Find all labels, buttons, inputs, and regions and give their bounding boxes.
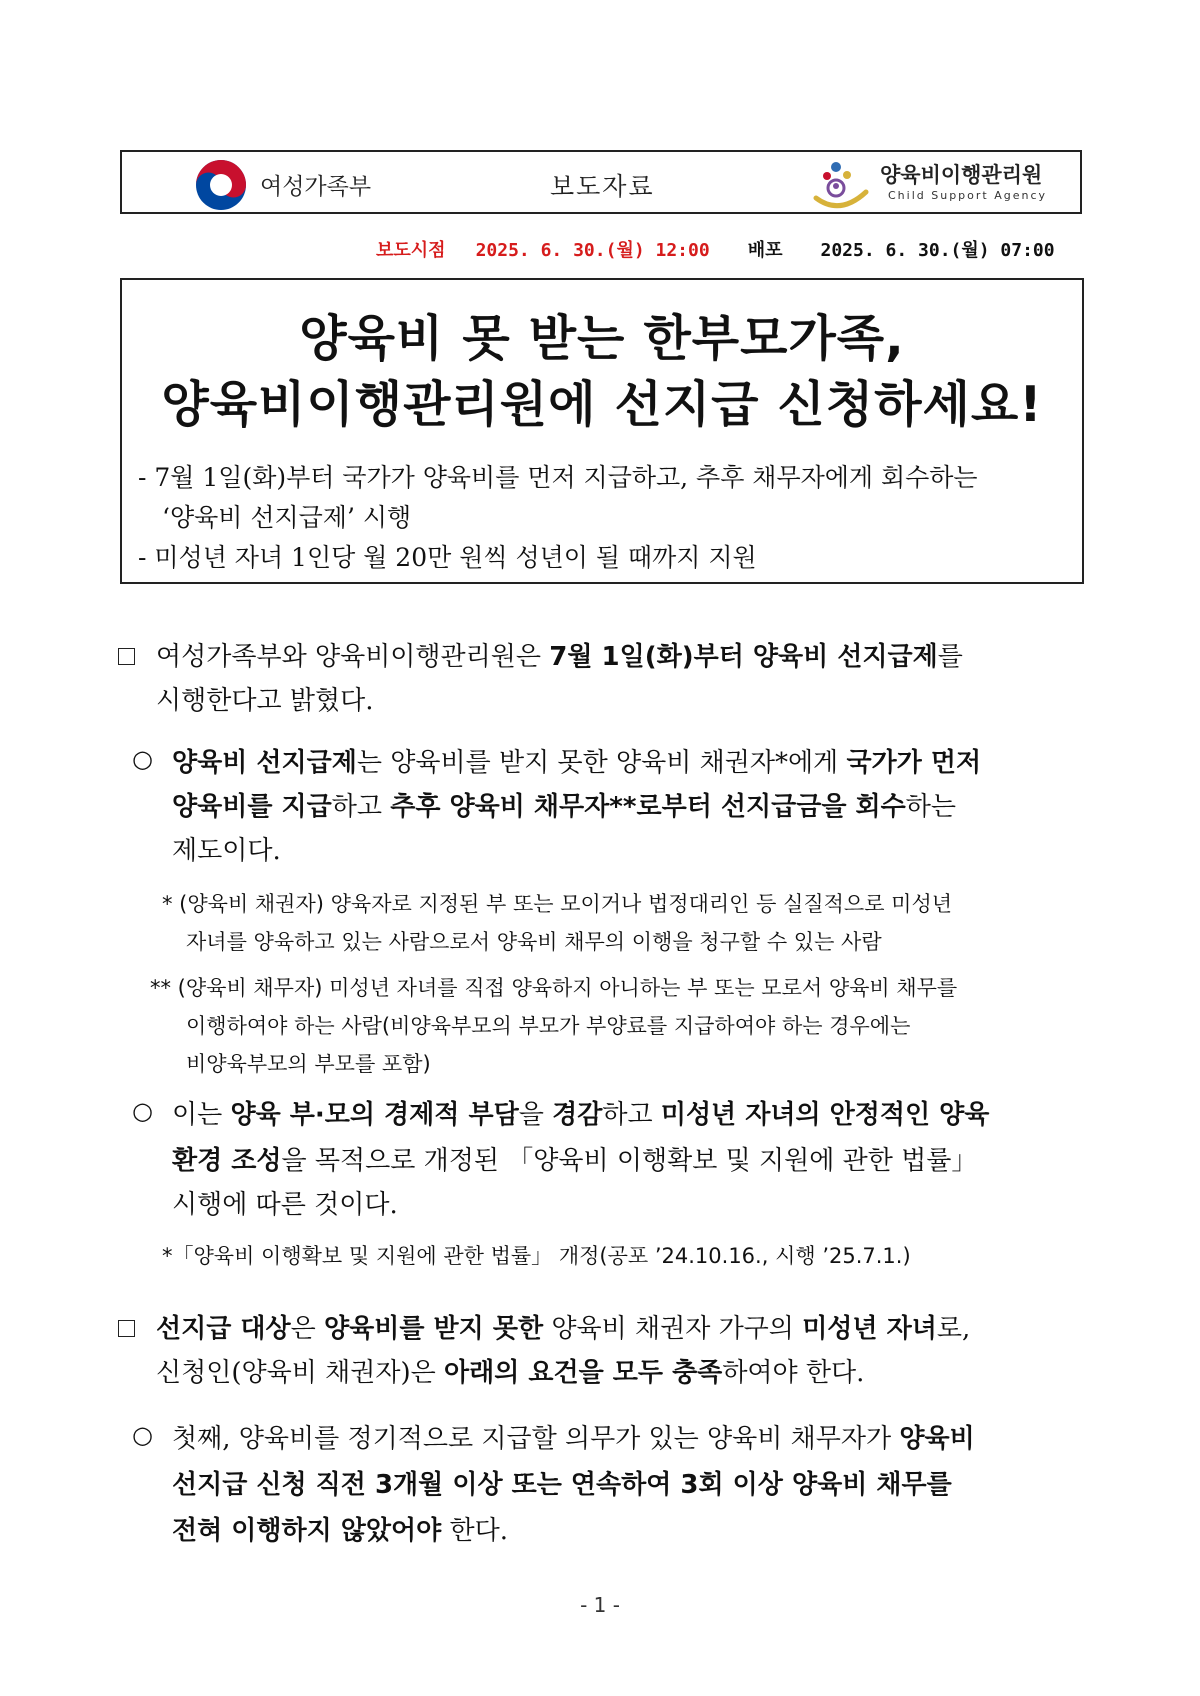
p2-text-3: 하는 [905, 792, 956, 822]
p5-bold-3: 전혀 이행하지 않았어야 [172, 1516, 442, 1546]
footnote-debtor-line-3: 비양육부모의 부모를 포함) [186, 1052, 431, 1076]
title-box [120, 278, 1084, 584]
footnote-debtor-line-2: 이행하여야 하는 사람(비양육부모의 부모가 부양료를 지급하여야 하는 경우에는 [186, 1014, 911, 1038]
paragraph-4-line-1 [156, 1308, 970, 1345]
distribution-label: 배포 [747, 240, 783, 261]
circle-bullet-icon: ○ [132, 1421, 153, 1449]
p3-bold-3: 미성년 자녀의 안정적인 양육 [660, 1100, 990, 1130]
p4-bold-2: 양육비를 받지 못한 [324, 1314, 544, 1344]
paragraph-1-line-2: 시행한다고 밝혔다. [156, 686, 374, 716]
p3-bold-2: 경감 [552, 1100, 603, 1130]
p2-text-2: 하고 [331, 792, 391, 822]
agency-name: 양육비이행관리원 [880, 163, 1043, 187]
p3-text-1: 이는 [172, 1100, 231, 1130]
p3-text-3: 하고 [602, 1100, 661, 1130]
p3-text-4: 을 목적으로 개정된 「양육비 이행확보 및 지원에 관한 법률」 [281, 1146, 978, 1176]
header-box [120, 150, 1082, 214]
p5-text-1: 첫째, 양육비를 정기적으로 지급할 의무가 있는 양육비 채무자가 [172, 1424, 900, 1454]
p4-text-3: 로, [936, 1314, 971, 1344]
p2-bold-3: 양육비를 지급 [172, 792, 332, 822]
checkbox-bullet-icon [118, 1320, 135, 1337]
release-schedule [376, 236, 1055, 262]
checkbox-bullet-icon [118, 648, 135, 665]
p4-bold-4: 아래의 요건을 모두 충족 [443, 1358, 723, 1388]
headline-line-1: 양육비 못 받는 한부모가족, [299, 310, 905, 367]
page-number: - 1 - [580, 1593, 620, 1617]
p4-text-5: 하여야 한다. [722, 1358, 865, 1388]
p4-text-2: 양육비 채권자 가구의 [543, 1314, 803, 1344]
footnote-debtor-line-1: ** (양육비 채무자) 미성년 자녀를 직접 양육하지 아니하는 부 또는 모로서 양육비 채무를 [150, 976, 958, 1000]
agency-name-en: Child Support Agency [888, 189, 1048, 202]
paragraph-3-line-2 [172, 1140, 977, 1177]
p3-text-2: 을 [518, 1100, 553, 1130]
paragraph-2-line-2 [172, 786, 956, 823]
p2-bold-4: 추후 양육비 채무자**로부터 선지급금을 회수 [390, 792, 906, 822]
taegeuk-icon [194, 158, 248, 212]
family-icon [810, 158, 870, 212]
p2-bold-2: 국가가 먼저 [846, 748, 982, 778]
footnote-law: *「양육비 이행확보 및 지원에 관한 법률」 개정(공포 ’24.10.16., 시행 ’25.7.1.) [162, 1244, 911, 1268]
p4-text-1: 은 [290, 1314, 325, 1344]
p5-bold-1: 양육비 [899, 1424, 975, 1454]
embargo-label: 보도시점 [376, 240, 446, 261]
p5-text-2: 한다. [441, 1516, 509, 1546]
footnote-creditor-line-1: * (양육비 채권자) 양육자로 지정된 부 또는 모이거나 법정대리인 등 실질적으로 미성년 [162, 892, 953, 916]
p3-bold-4: 환경 조성 [172, 1146, 282, 1176]
circle-bullet-icon: ○ [132, 745, 153, 773]
p4-text-4: 신청인(양육비 채권자)은 [156, 1358, 444, 1388]
paragraph-2-line-3: 제도이다. [172, 836, 281, 866]
circle-bullet-icon: ○ [132, 1097, 153, 1125]
paragraph-1-line-1 [156, 636, 963, 673]
ministry-name: 여성가족부 [260, 174, 372, 200]
subheadline-1a: - 7월 1일(화)부터 국가가 양육비를 먼저 지급하고, 추후 채무자에게 회수하는 [138, 463, 978, 492]
distribution-time: 2025. 6. 30.(월) 07:00 [820, 240, 1055, 261]
subheadline-1b: ‘양육비 선지급제’ 시행 [162, 503, 412, 532]
p1-text-2: 를 [937, 642, 963, 672]
paragraph-3-line-1 [172, 1094, 989, 1131]
p1-text-1: 여성가족부와 양육비이행관리원은 [156, 642, 550, 672]
p2-bold-1: 양육비 선지급제 [172, 748, 357, 778]
p1-bold-1: 7월 1일(화)부터 양육비 선지급제 [549, 642, 938, 672]
paragraph-5-line-2 [172, 1464, 952, 1501]
p4-bold-1: 선지급 대상 [156, 1314, 291, 1344]
paragraph-3-line-3: 시행에 따른 것이다. [172, 1190, 398, 1220]
subheadline-2: - 미성년 자녀 1인당 월 20만 원씩 성년이 될 때까지 지원 [138, 543, 757, 572]
footnote-creditor-line-2: 자녀를 양육하고 있는 사람으로서 양육비 채무의 이행을 청구할 수 있는 사람 [186, 930, 882, 954]
p2-text-1: 는 양육비를 받지 못한 양육비 채권자*에게 [356, 748, 847, 778]
p4-bold-3: 미성년 자녀 [802, 1314, 937, 1344]
paragraph-4-line-2 [156, 1352, 864, 1389]
press-release-label: 보도자료 [550, 172, 655, 201]
paragraph-2-line-1 [172, 742, 981, 779]
p5-bold-2: 선지급 신청 직전 3개월 이상 또는 연속하여 3회 이상 양육비 채무를 [172, 1470, 952, 1500]
p3-bold-1: 양육 부·모의 경제적 부담 [230, 1100, 519, 1130]
paragraph-5-line-1 [172, 1418, 975, 1455]
embargo-time: 2025. 6. 30.(월) 12:00 [475, 240, 710, 261]
headline-line-2: 양육비이행관리원에 선지급 신청하세요! [161, 376, 1043, 433]
paragraph-5-line-3 [172, 1510, 508, 1547]
